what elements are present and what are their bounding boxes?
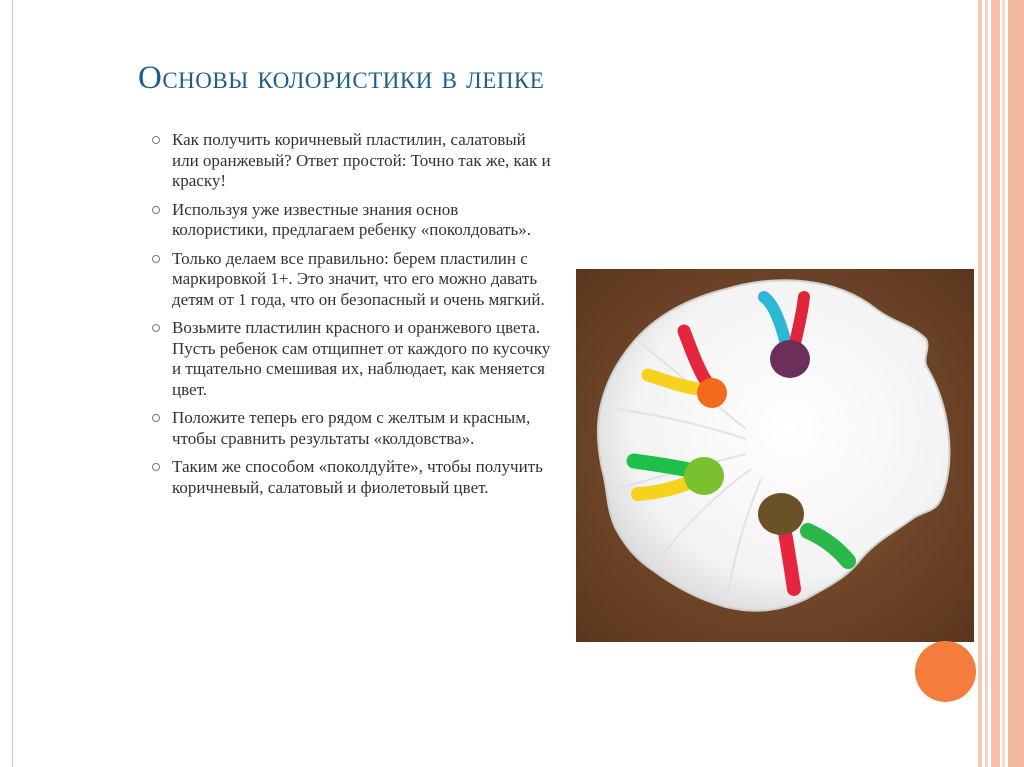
decor-stripe [985,0,988,767]
left-border-line [12,0,13,767]
bullet-marker-icon [152,206,160,214]
bullet-marker-icon [152,136,160,144]
bullet-item [152,457,552,498]
orange-decor-circle [915,641,976,702]
bullet-marker-icon [152,324,160,332]
decor-stripe [1008,0,1024,767]
bullet-text: Только делаем все правильно: берем пластилин с маркировкой 1+. Это значит, что его можно давать детям от 1 года, что он безопасный и очень мягкий. [172,248,545,309]
bullet-text: Как получить коричневый пластилин, салатовый или оранжевый? Ответ простой: Точно так же, как и краску! [172,130,551,190]
decor-stripe [978,0,982,767]
bullet-text: Используя уже известные знания основ колористики, предлагаем ребенку «поколдовать». [172,199,531,239]
decor-stripe [991,0,1000,767]
slide-title: Основы колористики в лепке [138,60,545,96]
bullet-text: Таким же способом «поколдуйте», чтобы получить коричневый, салатовый и фиолетовый цвет. [172,457,543,497]
plasticine-plate-photo [576,269,974,642]
bullet-marker-icon [152,414,160,422]
bullet-item [152,318,552,400]
bullet-item [152,408,552,449]
bullet-marker-icon [152,463,160,471]
bullet-text: Положите теперь его рядом с желтым и красным, чтобы сравнить результаты «колдовства». [172,408,531,448]
decor-stripe [1002,0,1005,767]
bullet-marker-icon [152,255,160,263]
bullet-item [152,200,552,241]
bullet-item [152,249,552,311]
bullet-item [152,130,552,192]
bullet-list [152,130,552,506]
bullet-text: Возьмите пластилин красного и оранжевого цвета. Пусть ребенок сам отщипнет от каждого по кусочку и тщательно смешивая их, наблюдает, как меняется цвет. [172,318,551,399]
